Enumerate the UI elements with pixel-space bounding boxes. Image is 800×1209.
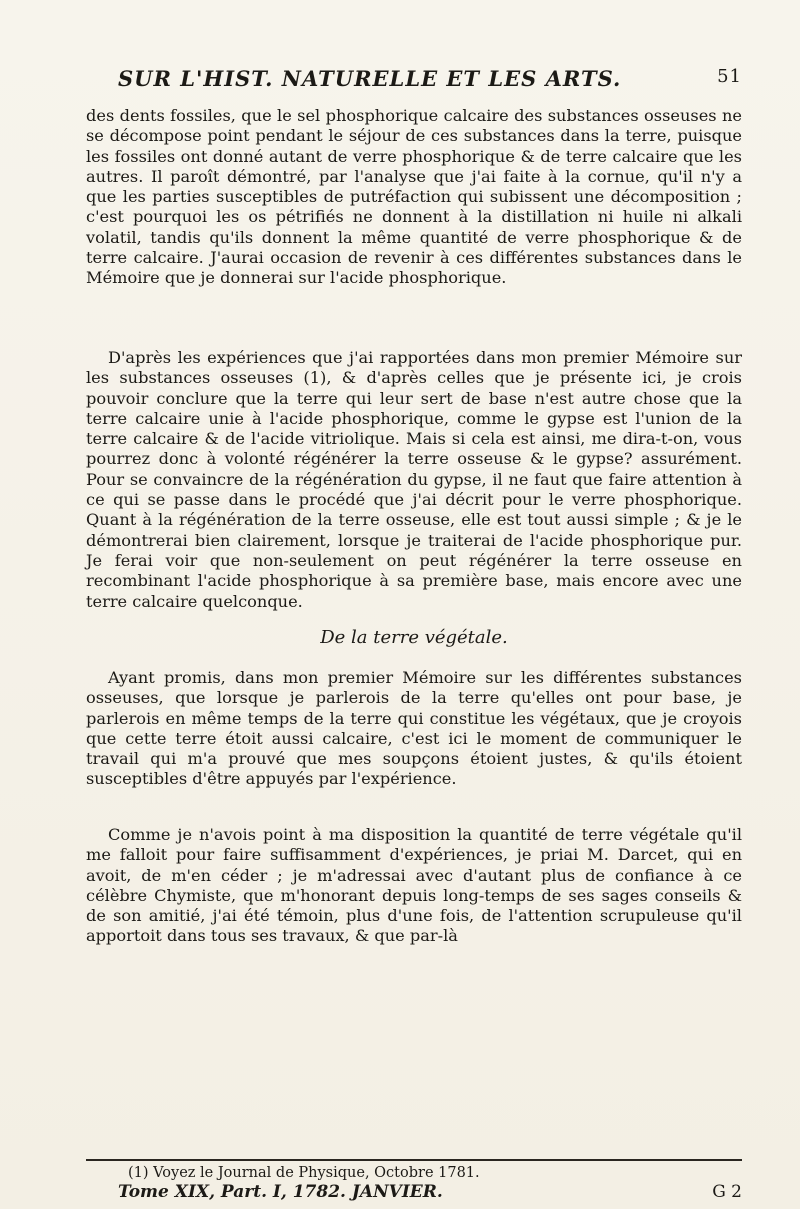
running-header	[118, 66, 742, 96]
paragraph-fossil-teeth	[86, 106, 742, 289]
page-number: 51	[717, 66, 742, 87]
running-title: SUR L'HIST. NATURELLE ET LES ARTS.	[118, 66, 622, 91]
section-heading: De la terre végétale.	[320, 627, 508, 648]
paragraph-text: Comme je n'avois point à ma disposition la quantité de terre végétale qu'il me falloit pour faire suffisamment d'expériences, je priai M. Darcet, qui en avoit, de m'en céder ; je m'adressai avec d'autant plus de confiance à ce célèbre Chymiste, que m'honorant depuis long-temps de ses sages conseils & de son amitié, j'ai été témoin, plus d'une fois, de l'attention scrupuleuse qu'il apportoit dans tous ses travaux, & que par-là	[86, 825, 742, 946]
imprint-line	[118, 1182, 742, 1204]
paragraph-promise	[86, 668, 742, 790]
signature-mark: G 2	[712, 1182, 742, 1202]
footnote: (1) Voyez le Journal de Physique, Octobre 1781.	[128, 1165, 480, 1181]
paragraph-darcet	[86, 825, 742, 947]
volume-info: Tome XIX, Part. I, 1782. JANVIER.	[118, 1182, 443, 1202]
footnote-divider	[86, 1159, 742, 1161]
paragraph-text: Ayant promis, dans mon premier Mémoire sur les différentes substances osseuses, que lorsque je parlerois de la terre qu'elles ont pour base, je parlerois en même temps de la terre qui constitue les végétaux, que je croyois que cette terre étoit aussi calcaire, c'est ici le moment de communiquer le travail qui m'a prouvé que mes soupçons étoient justes, & qu'ils étoient susceptibles d'être appuyés par l'expérience.	[86, 668, 742, 789]
paragraph-text: des dents fossiles, que le sel phosphorique calcaire des substances osseuses ne se décompose point pendant le séjour de ces substances dans la terre, puisque les fossiles ont donné autant de verre phosphorique & de terre calcaire que les autres. Il paroît démontré, par l'analyse que j'ai faite à la cornue, qu'il n'y a que les parties susceptibles de putréfaction qui subissent une décomposition ; c'est pourquoi les os pétrifiés ne donnent à la distillation ni huile ni alkali volatil, tandis qu'ils donnent la même quantité de verre phosphorique & de terre calcaire. J'aurai occasion de revenir à ces différentes substances dans le Mémoire que je donnerai sur l'acide phosphorique.	[86, 106, 742, 288]
paragraph-conclusion	[86, 348, 742, 612]
paragraph-text: D'après les expériences que j'ai rapportées dans mon premier Mémoire sur les substances osseuses (1), & d'après celles que je présente ici, je crois pouvoir conclure que la terre qui leur sert de base n'est autre chose que la terre calcaire unie à l'acide phosphorique, comme le gypse est l'union de la terre calcaire & de l'acide vitriolique. Mais si cela est ainsi, me dira-t-on, vous pourrez donc à volonté régénérer la terre osseuse & le gypse? assurément. Pour se convaincre de la régénération du gypse, il ne faut que faire attention à ce qui se passe dans le procédé que j'ai décrit pour le verre phosphorique. Quant à la régénération de la terre osseuse, elle est tout aussi simple ; & je le démontrerai bien clairement, lorsque je traiterai de l'acide phosphorique pur. Je ferai voir que non-seulement on peut régénérer la terre osseuse en recombinant l'acide phosphorique à sa première base, mais encore avec une terre calcaire quelconque.	[86, 348, 742, 611]
